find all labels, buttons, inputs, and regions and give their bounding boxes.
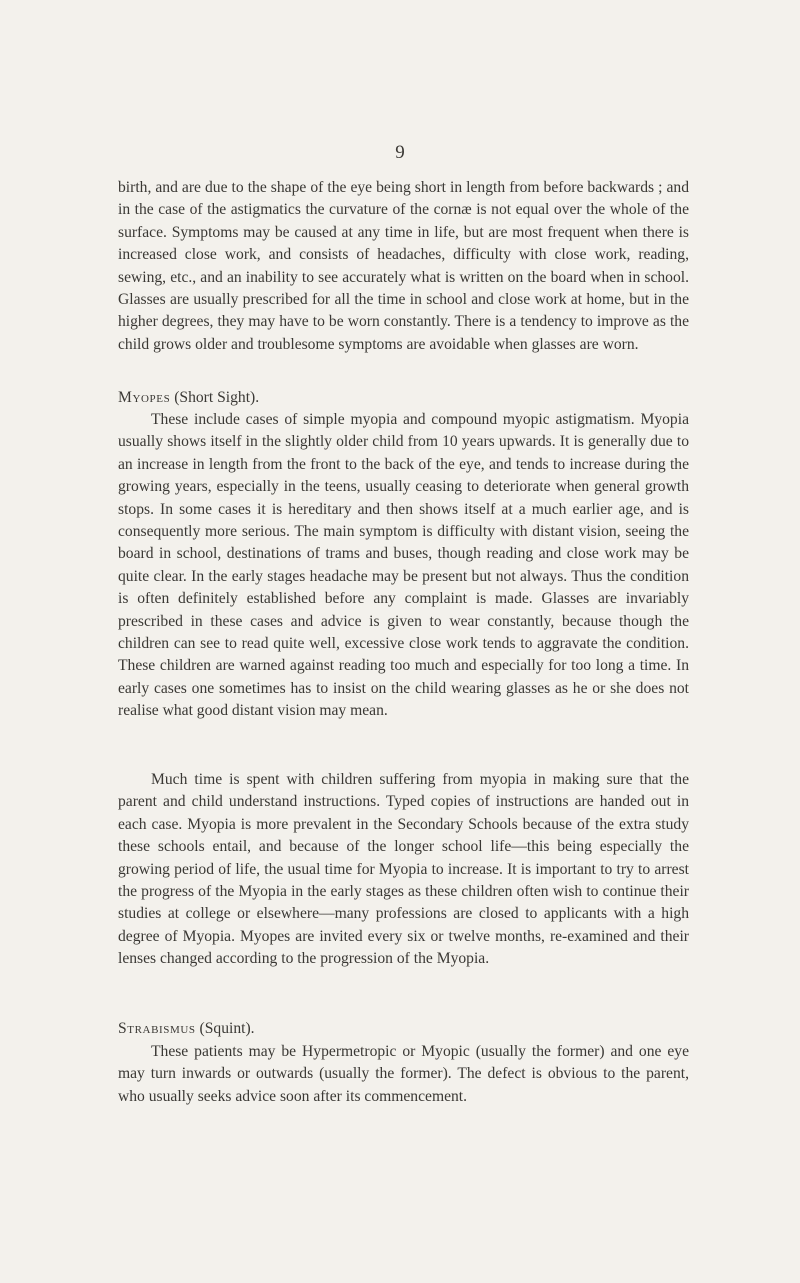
heading-term-strabismus: Strabismus (118, 1020, 196, 1037)
heading-note-strabismus: (Squint). (199, 1020, 255, 1037)
paragraph-2-text: These include cases of simple myopia and compound myopic astigmatism. Myopia usually shows itself in the slightly older child from 10 years upwards. It is generally due to an increase in length from the front to the back of the eye, and tends to increase during the growing years, especially in the teens, usually ceasing to deteriorate when general growth stops. In some cases it is hereditary and then shows itself at a much earlier age, and is consequently more serious. The main symptom is difficulty with distant vision, seeing the board in school, destinations of trams and buses, though reading and close work may be quite clear. In the early stages headache may be present but not always. Thus the condition is often definitely established before any complaint is made. Glasses are invariably prescribed in these cases and advice is given to wear constantly, because though the children can see to read quite well, excessive close work tends to aggravate the condition. These children are warned against reading too much and especially for too long a time. In early cases one sometimes has to insist on the child wearing glasses as he or she does not realise what good distant vision may mean. (118, 411, 689, 720)
section-heading-strabismus (118, 1018, 255, 1040)
paragraph-1-text: birth, and are due to the shape of the eye being short in length from before backwards ; and in the case of the astigmatics the curvature of the cornæ is not equal over the whole of the surface. Symptoms may be caused at any time in life, but are most frequent when there is increased close work, and consists of headaches, difficulty with close work, reading, sewing, etc., and an inability to see accurately what is written on the board when in school. Glasses are usually prescribed for all the time in school and close work at home, but in the higher degrees, they may have to be worn constantly. There is a tendency to improve as the child grows older and troublesome symptoms are avoidable when glasses are worn. (118, 179, 689, 353)
heading-term-myopes: Myopes (118, 389, 171, 406)
paragraph-4-text: These patients may be Hypermetropic or Myopic (usually the former) and one eye may turn inwards or outwards (usually the former). The defect is obvious to the parent, who usually seeks advice soon after its commencement. (118, 1043, 689, 1105)
paragraph-continuation (118, 177, 689, 356)
paragraph-myopes (118, 409, 689, 723)
section-heading-myopes (118, 387, 259, 409)
paragraph-myopia-time (118, 769, 689, 971)
page-number: 9 (395, 142, 405, 163)
paragraph-strabismus (118, 1041, 689, 1108)
heading-note-myopes: (Short Sight). (174, 389, 260, 406)
paragraph-3-text: Much time is spent with children suffering from myopia in making sure that the parent and child understand instructions. Typed copies of instructions are handed out in each case. Myopia is more prevalent in the Secondary Schools because of the extra study these schools entail, and because of the longer school life—this being especially the growing period of life, the usual time for Myopia to increase. It is important to try to arrest the progress of the Myopia in the early stages as these children often wish to continue their studies at college or elsewhere—many professions are closed to applicants with a high degree of Myopia. Myopes are invited every six or twelve months, re-examined and their lenses changed according to the progression of the Myopia. (118, 771, 689, 968)
